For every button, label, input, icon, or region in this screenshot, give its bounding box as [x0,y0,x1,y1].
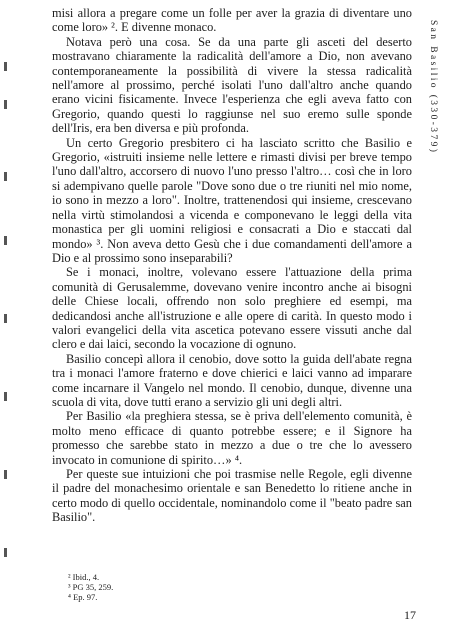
paragraph: Se i monaci, inoltre, volevano essere l'attuazione della prima comunità di Gerusalemme, dovevano venire incontro anche ai bisogni delle Chiese locali, offrendo non solo preghiere ed esempi, ma dedicandosi anche all'istruzione e alle opere di carità. In questo modo i valori evangelici della vita ascetica potevano essere vissuti anche dal clero e dai laici, secondo la vocazione di ognuno. [52,265,412,352]
running-head: San Basilio (330-379) [428,20,438,155]
paragraph: Notava però una cosa. Se da una parte gli asceti del deserto mostravano chiaramente la radicalità dell'amore a Dio, non avevano contemporaneamente la possibilità di vivere la stessa radicalità nell'amore al prossimo, perché isolati l'uno dall'altro anche quando erano vicini fisicamente. Invece l'esperienza che egli aveva fatto con Gregorio, quando questi lo raggiunse nel suo eremo sulle sponde dell'Iris, era ben diversa e più profonda. [52,34,412,136]
margin-mark [4,62,7,71]
footnotes [68,572,368,602]
margin-marks [0,0,20,640]
footnote: ³ PG 35, 259. [68,582,114,592]
paragraph: Basilio concepì allora il cenobio, dove sotto la guida dell'abate regna tra i monaci l'amore fraterno e dove chierici e laici vanno ad imparare come incarnare il Vangelo nel mondo. Il cenobio, dunque, divenne una scuola di vita, dove tutti erano a servizio gli uni degli altri. [52,351,412,409]
paragraph: Un certo Gregorio presbitero ci ha lasciato scritto che Basilio e Gregorio, «istruiti insieme nelle lettere e rimasti divisi per breve tempo l'uno dall'altro, accorsero di nuovo l'uno presso l'altro… così che in loro si adempivano quelle parole "Dove sono due o tre riuniti nel mio nome, io sono in mezzo a loro". Inoltre, trattenendosi qui insieme, crescevano nella virtù stimolandosi a vicenda e componevano le leggi della vita monastica per gli uomini religiosi e consacrati a Dio e staccati dal mondo» ³. Non aveva detto Gesù che i due comandamenti dell'amore a Dio e al prossimo sono inseparabili? [52,135,412,265]
margin-mark [4,236,7,245]
paragraph: Per queste sue intuizioni che poi trasmise nelle Regole, egli divenne il padre del monachesimo orientale e san Benedetto lo ritiene anche in certo modo di quello occidentale, nominandolo come il "beato padre san Basilio". [52,467,412,525]
margin-mark [4,172,7,181]
paragraph: Per Basilio «la preghiera stessa, se è priva dell'elemento comunità, è molto meno efficace di quanto potrebbe essere; e il Signore ha promesso che sarebbe stato in mezzo a due o tre che lo avessero invocato in comunione di spirito…» ⁴. [52,409,412,467]
footnote: ² Ibid., 4. [68,572,100,582]
margin-mark [4,470,7,479]
page-number: 17 [404,608,416,622]
margin-mark [4,548,7,557]
body-text [52,6,412,525]
margin-mark [4,314,7,323]
margin-mark [4,100,7,109]
footnote: ⁴ Ep. 97. [68,592,98,602]
margin-mark [4,392,7,401]
paragraph: misi allora a pregare come un folle per aver la grazia di diventare uno come loro» ². E divenne monaco. [52,6,412,35]
